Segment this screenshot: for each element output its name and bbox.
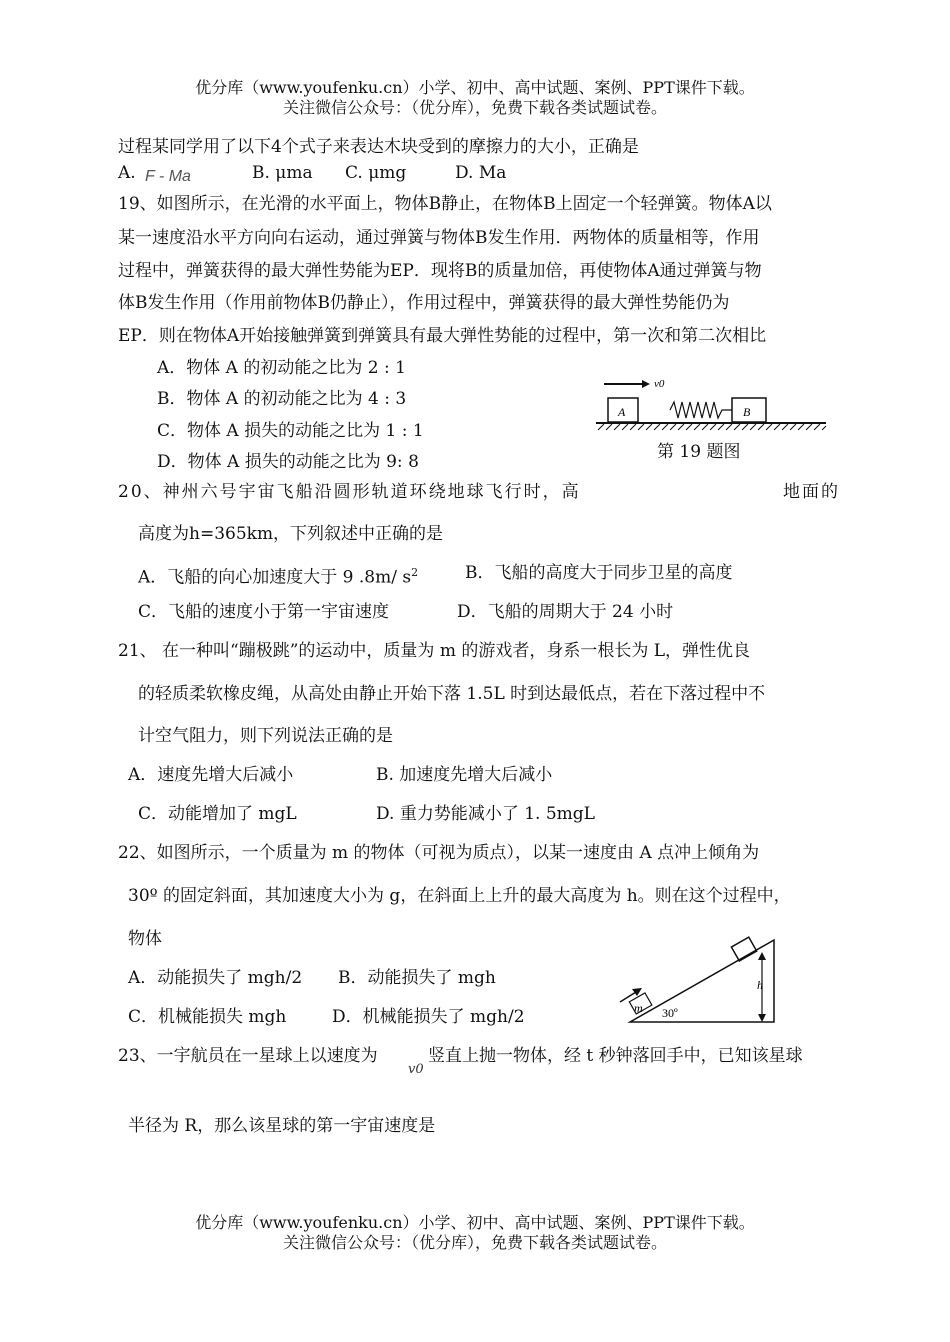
ground-hatch [596, 423, 826, 430]
q22-fig-angle-label: 30º [662, 1006, 678, 1020]
page-footer-line1: 优分库（www.youfenku.cn）小学、初中、高中试题、案例、PPT课件下载。 [195, 1213, 755, 1232]
q19-figure-caption: 第 19 题图 [657, 442, 741, 462]
q20-option-b: B．飞船的高度大于同步卫星的高度 [465, 563, 733, 583]
q20-option-a-text: A．飞船的向心加速度大于 9 .8m/ s [138, 567, 412, 588]
q21-option-a: A．速度先增大后减小 [128, 765, 294, 785]
q19-line2: 某一速度沿水平方向向右运动，通过弹簧与物体B发生作用．两物体的质量相等，作用 [118, 228, 760, 248]
q19-line4: 体B发生作用（作用前物体B仍静止），作用过程中，弹簧获得的最大弹性势能仍为 [118, 293, 730, 313]
q21-option-c: C．动能增加了 mgL [138, 804, 297, 824]
q20-line1b: 地面的 [783, 482, 840, 502]
page-header-line1: 优分库（www.youfenku.cn）小学、初中、高中试题、案例、PPT课件下载。 [195, 78, 755, 97]
incline [630, 940, 774, 1022]
q22-option-a: A．动能损失了 mgh/2 [128, 968, 303, 988]
q20-option-a [138, 562, 418, 589]
page-footer-line2: 关注微信公众号：（优分库），免费下载各类试题试卷。 [282, 1233, 667, 1252]
q21-line1: 21、 在一种叫“蹦极跳”的运动中，质量为 m 的游戏者，身系一根长为 L，弹性优良 [118, 641, 751, 661]
q22-option-b: B．动能损失了 mgh [338, 968, 496, 988]
q18-option-a-label: A. [118, 163, 136, 183]
q19-fig-a-label: A [618, 405, 626, 419]
q22-option-c: C．机械能损失 mgh [128, 1007, 287, 1027]
q21-option-b: B. 加速度先增大后减小 [376, 765, 553, 785]
q18-stem-tail: 过程某同学用了以下4个式子来表达木块受到的摩擦力的大小，正确是 [118, 137, 639, 157]
spring [670, 402, 732, 418]
q19-line1: 19、如图所示，在光滑的水平面上，物体B静止，在物体B上固定一个轻弹簧。物体A以 [118, 194, 772, 214]
q20-option-c: C．飞船的速度小于第一宇宙速度 [138, 602, 390, 622]
page-header-line2: 关注微信公众号：（优分库），免费下载各类试题试卷。 [282, 98, 667, 117]
q19-line3: 过程中，弹簧获得的最大弹性势能为EP．现将B的质量加倍，再使物体A通过弹簧与物 [118, 261, 762, 281]
q21-option-d: D. 重力势能减小了 1. 5mgL [376, 804, 595, 824]
q18-option-c: C. μmg [345, 163, 407, 183]
q22-option-d: D．机械能损失了 mgh/2 [332, 1007, 525, 1027]
velocity-arrow [604, 380, 650, 388]
q22-fig-h-label: h [757, 978, 763, 992]
q19-option-d: D．物体 A 损失的动能之比为 9: 8 [157, 452, 419, 472]
q20-line2: 高度为h=365km，下列叙述中正确的是 [138, 524, 444, 544]
q20-line1a: 20、神州六号宇宙飞船沿圆形轨道环绕地球飞行时，高 [118, 482, 581, 502]
q22-line1: 22、如图所示，一个质量为 m 的物体（可视为质点），以某一速度由 A 点冲上倾角为 [118, 843, 760, 863]
q21-line2: 的轻质柔软橡皮绳，从高处由静止开始下落 1.5L 时到达最低点，若在下落过程中不 [138, 684, 766, 704]
q19-option-b: B．物体 A 的初动能之比为 4 : 3 [157, 389, 407, 409]
q20-option-d: D．飞船的周期大于 24 小时 [457, 602, 674, 622]
q22-fig-m-label: m [634, 1001, 643, 1015]
q18-option-b: B. μma [252, 163, 313, 183]
q23-line2: 半径为 R，那么该星球的第一宇宙速度是 [128, 1116, 436, 1136]
q18-option-d: D. Ma [455, 163, 507, 183]
q19-fig-v0-label: v0 [654, 378, 665, 390]
q23-line1a: 23、一宇航员在一星球上以速度为 [118, 1046, 378, 1066]
q20-option-a-superscript: 2 [411, 566, 419, 579]
q22-figure [612, 932, 782, 1028]
q19-fig-b-label: B [743, 405, 751, 419]
q22-line2: 30º 的固定斜面，其加速度大小为 g，在斜面上上升的最大高度为 h。则在这个过程中， [128, 886, 791, 906]
q23-v0-symbol: v0 [408, 1062, 424, 1077]
q23-line1b: 竖直上抛一物体，经 t 秒钟落回手中，已知该星球 [428, 1046, 803, 1066]
q18-option-a-formula: F - Ma [145, 168, 191, 185]
q19-line5: EP．则在物体A开始接触弹簧到弹簧具有最大弹性势能的过程中，第一次和第二次相比 [118, 326, 767, 346]
q19-figure [592, 378, 832, 436]
q19-option-c: C．物体 A 损失的动能之比为 1 : 1 [157, 421, 424, 441]
q22-line3: 物体 [128, 929, 162, 949]
q21-line3: 计空气阻力，则下列说法正确的是 [138, 726, 393, 746]
q19-option-a: A．物体 A 的初动能之比为 2 : 1 [157, 358, 406, 378]
